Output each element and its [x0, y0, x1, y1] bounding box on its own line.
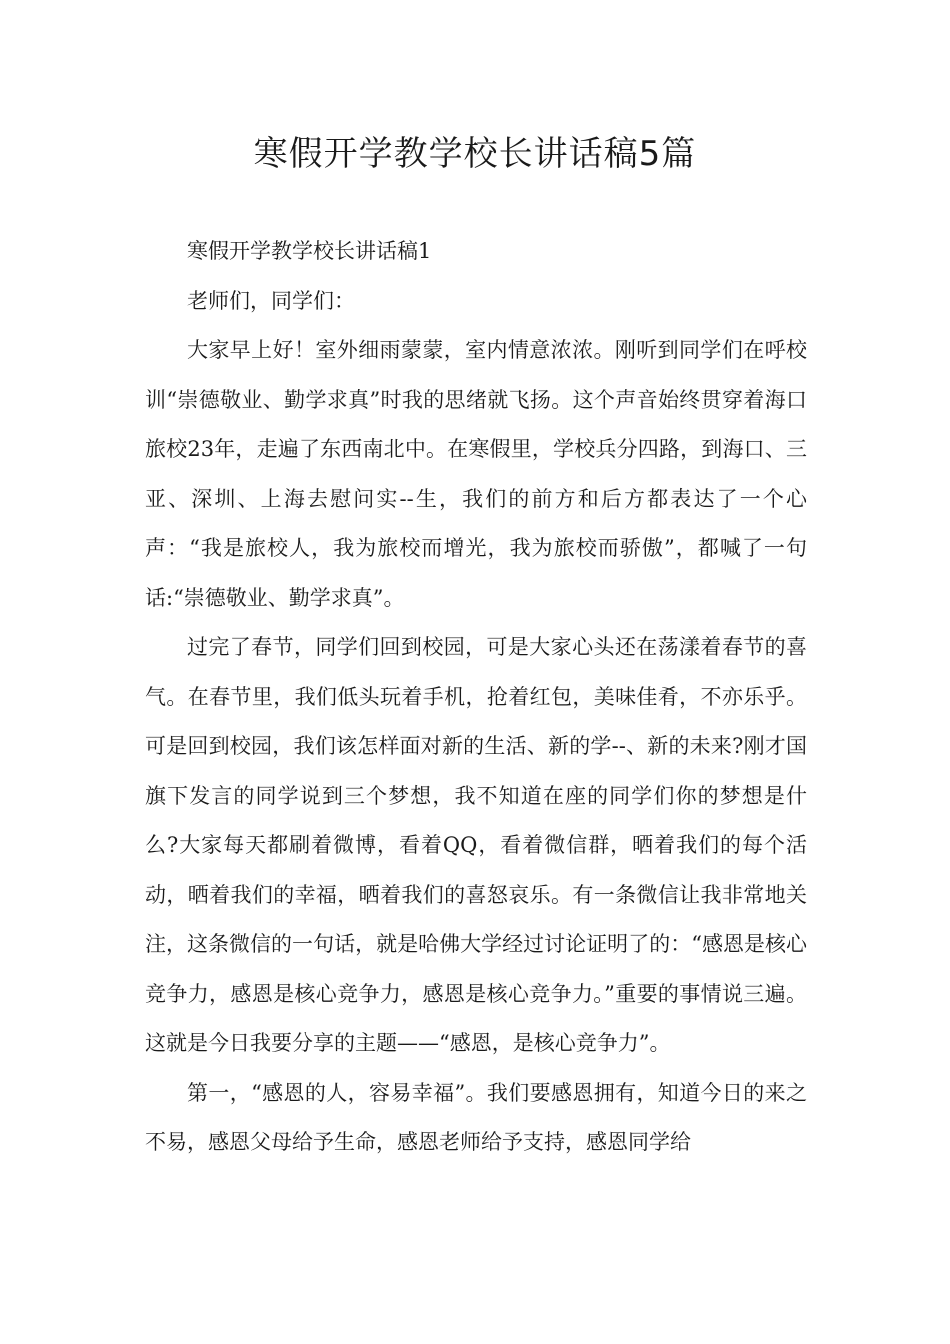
paragraph-1: 大家早上好！室外细雨蒙蒙，室内情意浓浓。刚听到同学们在呼校训“崇德敬业、勤学求真”时我的思绪就飞扬。这个声音始终贯穿着海口旅校23年，走遍了东西南北中。在寒假里，学校兵分四路，到海口、三亚、深圳、上海去慰问实--生，我们的前方和后方都表达了一个心声：“我是旅校人，我为旅校而增光，我为旅校而骄傲”，都喊了一句话:“崇德敬业、勤学求真”。 [145, 338, 807, 610]
paragraph-3: 第一，“感恩的人，容易幸福”。我们要感恩拥有，知道今日的来之不易，感恩父母给予生命，感恩老师给予支持，感恩同学给 [145, 1080, 807, 1154]
document-body [145, 227, 807, 1168]
salutation: 老师们，同学们： [187, 288, 355, 313]
paragraph-2: 过完了春节，同学们回到校园，可是大家心头还在荡漾着春节的喜气。在春节里，我们低头玩着手机，抢着红包，美味佳肴，不亦乐乎。可是回到校园，我们该怎样面对新的生活、新的学--、新的未来?刚才国旗下发言的同学说到三个梦想，我不知道在座的同学们你的梦想是什么?大家每天都刷着微博，看着QQ，看着微信群，晒着我们的每个活动，晒着我们的幸福，晒着我们的喜怒哀乐。有一条微信让我非常地关注，这条微信的一句话，就是哈佛大学经过讨论证明了的：“感恩是核心竞争力，感恩是核心竞争力，感恩是核心竞争力。”重要的事情说三遍。这就是今日我要分享的主题——“感恩，是核心竞争力”。 [145, 635, 807, 1055]
section-heading: 寒假开学教学校长讲话稿1 [187, 239, 432, 263]
document-title: 寒假开学教学校长讲话稿5篇 [253, 134, 697, 174]
